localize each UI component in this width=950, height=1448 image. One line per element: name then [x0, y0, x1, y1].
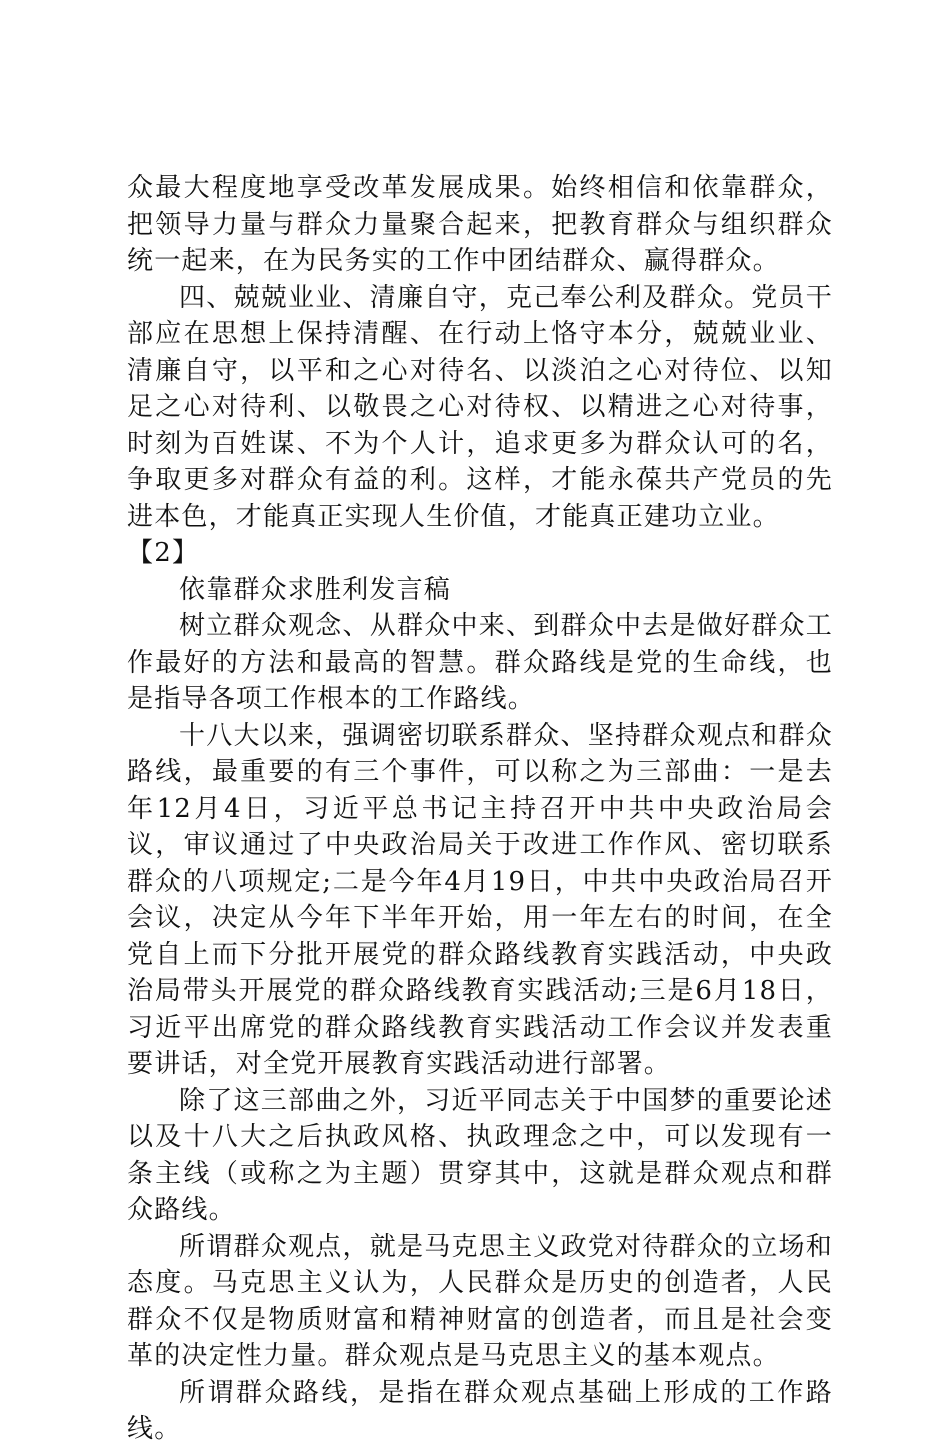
- paragraph-mass-viewpoint: 所谓群众观点，就是马克思主义政党对待群众的立场和态度。马克思主义认为，人民群众是历史的创造者，人民群众不仅是物质财富和精神财富的创造者，而且是社会变革的决定性力量。群众观点是马克思主义的基本观点。: [127, 1231, 833, 1371]
- paragraph-mass-line: 所谓群众路线，是指在群众观点基础上形成的工作路线。: [127, 1377, 833, 1444]
- paragraph-main-line: 除了这三部曲之外，习近平同志关于中国梦的重要论述以及十八大之后执政风格、执政理念之中，可以发现有一条主线（或称之为主题）贯穿其中，这就是群众观点和群众路线。: [127, 1085, 833, 1225]
- section-title: 依靠群众求胜利发言稿: [179, 574, 452, 605]
- section-marker: 【2】: [127, 538, 200, 568]
- paragraph-intro: 树立群众观念、从群众中来、到群众中去是做好群众工作最好的方法和最高的智慧。群众路线是党的生命线，也是指导各项工作根本的工作路线。: [127, 611, 833, 714]
- paragraph-continuation: 众最大程度地享受改革发展成果。始终相信和依靠群众，把领导力量与群众力量聚合起来，把教育群众与组织群众统一起来，在为民务实的工作中团结群众、赢得群众。: [127, 173, 833, 276]
- paragraph-point-four: 四、兢兢业业、清廉自守，克己奉公利及群众。党员干部应在思想上保持清醒、在行动上恪守本分，兢兢业业、清廉自守，以平和之心对待名、以淡泊之心对待位、以知足之心对待利、以敬畏之心对待权、以精进之心对待事，时刻为百姓谋、不为个人计，追求更多为群众认可的名，争取更多对群众有益的利。这样，才能永葆共产党员的先进本色，才能真正实现人生价值，才能真正建功立业。: [127, 282, 833, 532]
- paragraph-three-events: 十八大以来，强调密切联系群众、坚持群众观点和群众路线，最重要的有三个事件，可以称之为三部曲：一是去年12月4日，习近平总书记主持召开中共中央政治局会议，审议通过了中央政治局关于改进工作作风、密切联系群众的八项规定;二是今年4月19日，中共中央政治局召开会议，决定从今年下半年开始，用一年左右的时间，在全党自上而下分批开展党的群众路线教育实践活动，中央政治局带头开展党的群众路线教育实践活动;三是6月18日，习近平出席党的群众路线教育实践活动工作会议并发表重要讲话，对全党开展教育实践活动进行部署。: [127, 720, 833, 1079]
- document-body: [127, 170, 833, 1448]
